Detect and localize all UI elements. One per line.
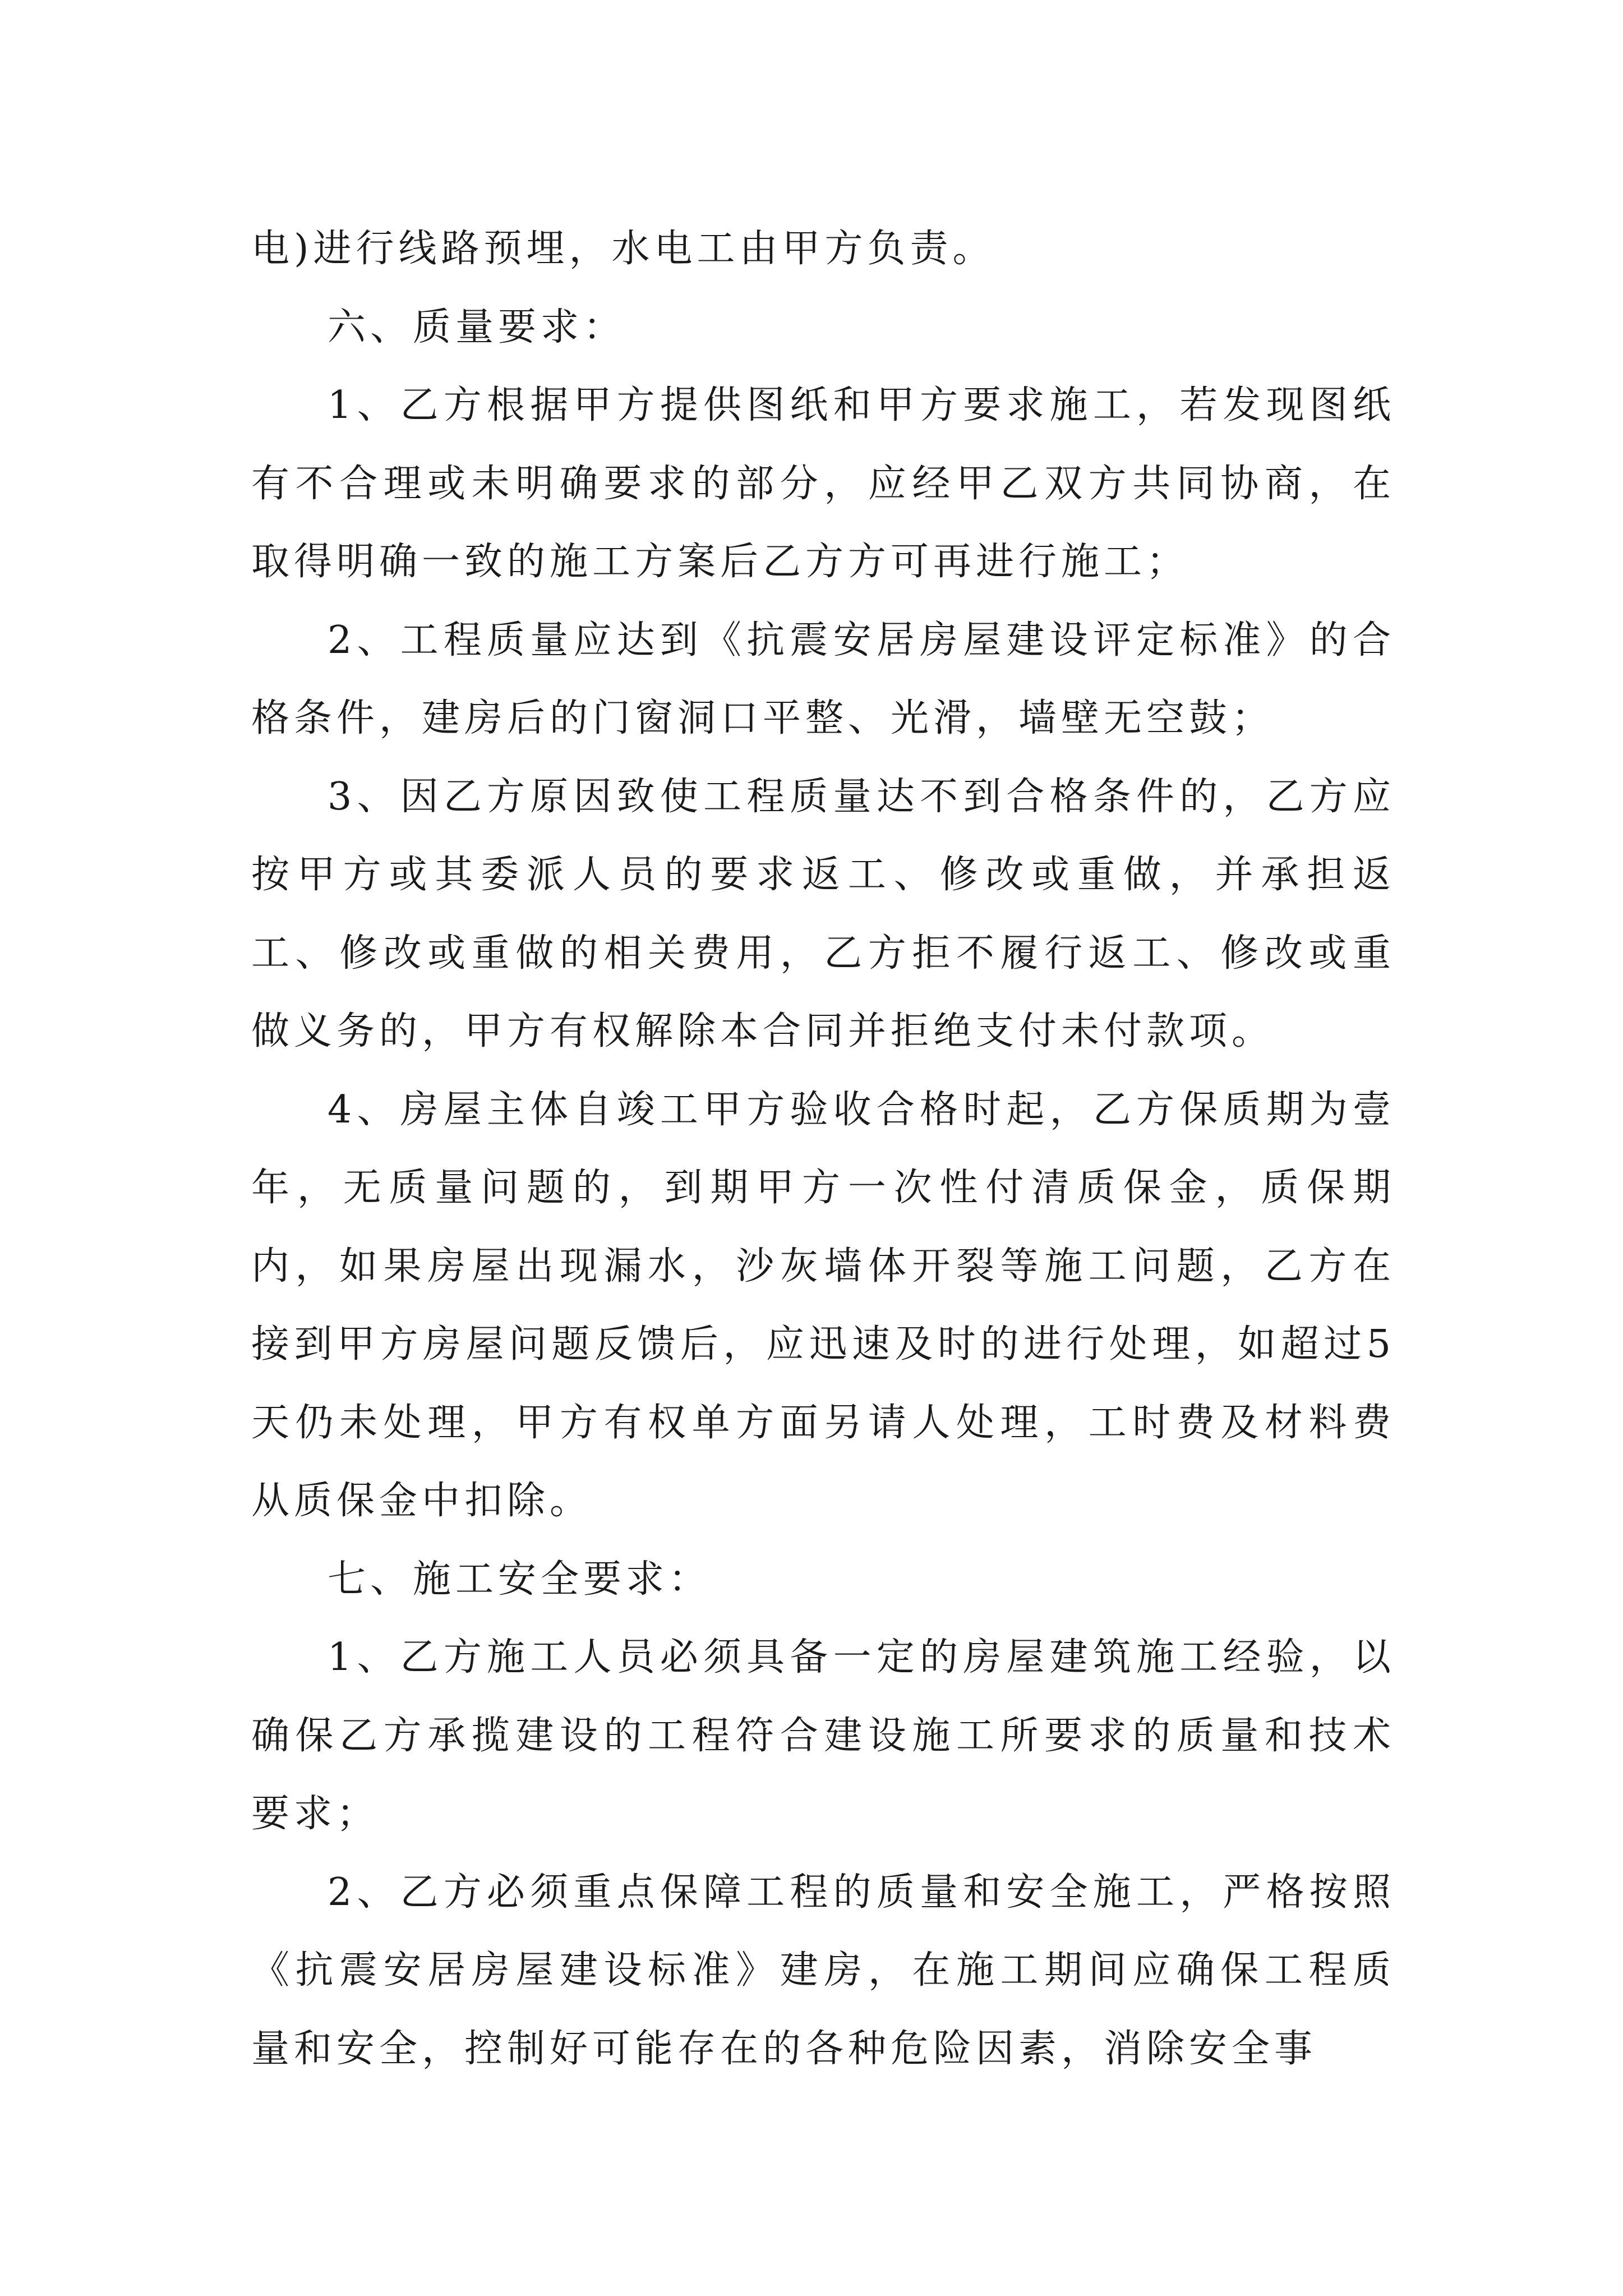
paragraph-continuation: 电)进行线路预埋，水电工由甲方负责。: [251, 227, 995, 271]
paragraph-safety-item-1: 1、乙方施工人员必须具备一定的房屋建筑施工经验，以确保乙方承揽建设的工程符合建设施工所要求的质量和技术要求；: [251, 1635, 1395, 1836]
section-heading-safety: 七、施工安全要求：: [328, 1557, 712, 1602]
section-heading-quality: 六、质量要求：: [328, 305, 626, 349]
document-body: [251, 210, 1395, 2088]
paragraph-quality-item-1: 1、乙方根据甲方提供图纸和甲方要求施工，若发现图纸有不合理或未明确要求的部分，应经甲乙双方共同协商，在取得明确一致的施工方案后乙方方可再进行施工；: [251, 383, 1395, 584]
paragraph-quality-item-4: 4、房屋主体自竣工甲方验收合格时起，乙方保质期为壹年，无质量问题的，到期甲方一次性付清质保金，质保期内，如果房屋出现漏水，沙灰墙体开裂等施工问题，乙方在接到甲方房屋问题反馈后，应迅速及时的进行处理，如超过5天仍未处理，甲方有权单方面另请人处理，工时费及材料费从质保金中扣除。: [251, 1087, 1395, 1523]
paragraph-safety-item-2: 2、乙方必须重点保障工程的质量和安全施工，严格按照《抗震安居房屋建设标准》建房，在施工期间应确保工程质量和安全，控制好可能存在的各种危险因素，消除安全事: [251, 1870, 1395, 2071]
paragraph-quality-item-2: 2、工程质量应达到《抗震安居房屋建设评定标准》的合格条件，建房后的门窗洞口平整、光滑，墙壁无空鼓；: [251, 618, 1395, 740]
paragraph-quality-item-3: 3、因乙方原因致使工程质量达不到合格条件的，乙方应按甲方或其委派人员的要求返工、修改或重做，并承担返工、修改或重做的相关费用，乙方拒不履行返工、修改或重做义务的，甲方有权解除本合同并拒绝支付未付款项。: [251, 774, 1395, 1053]
